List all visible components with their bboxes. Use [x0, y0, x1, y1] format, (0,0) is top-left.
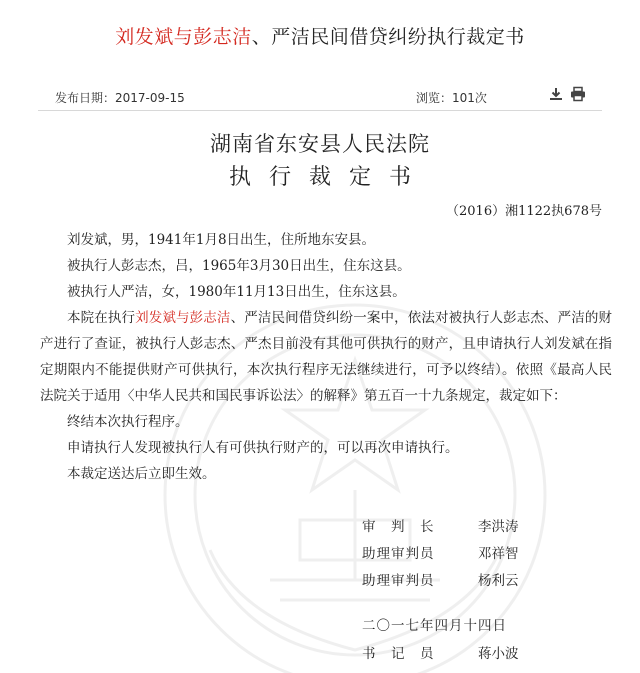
signature-name: 李洪涛 — [478, 519, 519, 535]
publish-value: 2017-09-15 — [115, 91, 185, 105]
ruling-item: 本裁定送达后立即生效。 — [67, 466, 216, 482]
ruling-date: 二〇一七年四月十四日 — [362, 618, 507, 634]
clerk-name: 蒋小波 — [478, 646, 519, 662]
page-title — [0, 22, 640, 49]
print-icon[interactable] — [570, 86, 586, 102]
title-parties: 刘发斌与彭志洁 — [115, 26, 252, 48]
facts-pre: 本院在执行 — [67, 310, 136, 326]
document-body — [40, 227, 612, 487]
document-type: 执行裁定书 — [228, 165, 429, 190]
party-respondent-1: 被执行人彭志杰，吕，1965年3月30日出生，住东这县。 — [67, 258, 411, 274]
view-count — [416, 89, 487, 106]
download-icon[interactable] — [548, 86, 564, 102]
signature-name: 杨利云 — [478, 573, 519, 589]
ruling-item: 申请执行人发现被执行人有可供执行财产的，可以再次申请执行。 — [67, 440, 459, 456]
publish-label: 发布日期： — [55, 91, 116, 105]
signature-role: 助理审判员 — [362, 573, 435, 589]
toolbar — [548, 86, 586, 102]
case-number: （2016）湘1122执678号 — [446, 204, 602, 219]
signature-role: 审 判 长 — [362, 519, 435, 535]
case-facts — [40, 305, 612, 409]
ruling-item: 终结本次执行程序。 — [67, 414, 189, 430]
signature-name: 邓祥智 — [478, 546, 519, 562]
signature-role: 助理审判员 — [362, 546, 435, 562]
views-label: 浏览： — [416, 91, 453, 105]
clerk-role: 书 记 员 — [362, 646, 435, 662]
court-name: 湖南省东安县人民法院 — [210, 132, 430, 156]
party-applicant: 刘发斌，男，1941年1月8日出生，住所地东安县。 — [67, 232, 376, 248]
party-respondent-2: 被执行人严洁，女，1980年11月13日出生，住东这县。 — [67, 284, 406, 300]
facts-post: 、严洁民间借贷纠纷一案中，依法对被执行人彭志杰、严洁的财产进行了查证，被执行人彭志杰、严杰目前没有其他可供执行的财产，且申请执行人刘发斌在指定期限内不能提供财产可供执行，本次执行程序无法继续进行，可予以终结）。依照《最高人民法院关于适用〈中华人民共和国民事诉讼法〉的解释》第五百一十九条规定，裁定如下： — [40, 310, 613, 404]
facts-parties: 刘发斌与彭志洁 — [135, 310, 231, 326]
publish-date — [55, 89, 185, 106]
views-value: 101次 — [452, 91, 487, 105]
title-rest: 、严洁民间借贷纠纷执行裁定书 — [251, 26, 525, 48]
header-divider — [38, 110, 602, 111]
